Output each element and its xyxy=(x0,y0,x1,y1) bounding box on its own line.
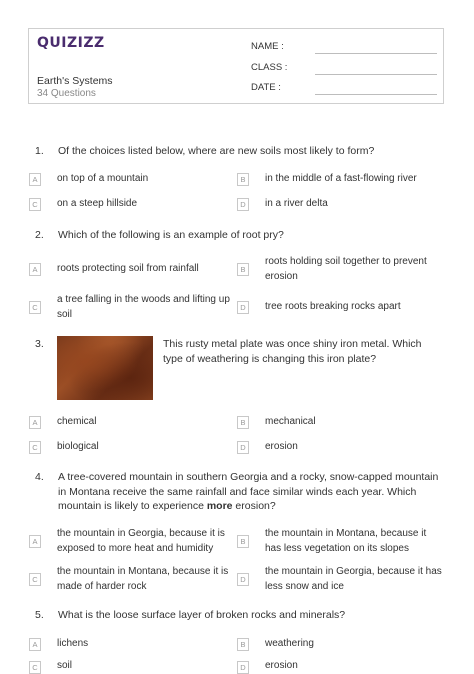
option-letter-box[interactable]: A xyxy=(29,535,41,548)
option-text: the mountain in Montana, because it has less vegetation on its slopes xyxy=(265,528,427,554)
option-letter-box[interactable]: D xyxy=(237,661,249,674)
option-letter-box[interactable]: C xyxy=(29,198,41,211)
option-letter-box[interactable]: A xyxy=(29,263,41,276)
option-letter-box[interactable]: D xyxy=(237,198,249,211)
question-number: 5. xyxy=(35,609,44,621)
option-text: the mountain in Georgia, because it has less snow and ice xyxy=(265,566,442,592)
quizizz-logo: QUIZIZZ xyxy=(37,35,105,51)
option-text: chemical xyxy=(57,416,97,427)
option-letter-box[interactable]: C xyxy=(29,441,41,454)
option-text: in a river delta xyxy=(265,198,328,209)
option-text: soil xyxy=(57,660,73,671)
option-text: biological xyxy=(57,441,99,452)
question-text: This rusty metal plate was once shiny iron metal. Which type of weathering is changing this iron plate? xyxy=(163,338,422,365)
option-letter-box[interactable]: C xyxy=(29,301,41,314)
option-text: on a steep hillside xyxy=(57,198,138,209)
option-letter-box[interactable]: D xyxy=(237,441,249,454)
option-text: lichens xyxy=(57,638,89,649)
question-count: 34 Questions xyxy=(37,88,96,99)
name-line[interactable] xyxy=(315,53,437,54)
option-text: mechanical xyxy=(265,416,316,427)
question-text-part: erosion? xyxy=(232,500,276,512)
class-label: CLASS : xyxy=(251,62,288,73)
option-letter-box[interactable]: B xyxy=(237,535,249,548)
option-letter-box[interactable]: B xyxy=(237,173,249,186)
question-emphasis: more xyxy=(206,500,233,512)
option-letter-box[interactable]: A xyxy=(29,416,41,429)
rusty-metal-plate-image xyxy=(57,336,153,400)
question-text: Of the choices listed below, where are new soils most likely to form? xyxy=(58,145,375,157)
option-letter-box[interactable]: D xyxy=(237,301,249,314)
option-letter-box[interactable]: B xyxy=(237,263,249,276)
option-text: roots holding soil together to prevent erosion xyxy=(265,256,427,282)
option-text: a tree falling in the woods and lifting up soil xyxy=(57,294,230,320)
date-line[interactable] xyxy=(315,94,437,95)
option-letter-box[interactable]: C xyxy=(29,573,41,586)
option-text: weathering xyxy=(265,638,314,649)
worksheet-header xyxy=(28,28,444,104)
option-text: erosion xyxy=(265,660,298,671)
question-number: 3. xyxy=(35,338,44,350)
option-text: roots protecting soil from rainfall xyxy=(57,263,199,274)
option-letter-box[interactable]: B xyxy=(237,638,249,651)
class-line[interactable] xyxy=(315,74,437,75)
option-text: the mountain in Montana, because it is made of harder rock xyxy=(57,566,229,592)
date-label: DATE : xyxy=(251,82,281,93)
option-letter-box[interactable]: A xyxy=(29,638,41,651)
question-number: 4. xyxy=(35,471,44,483)
question-text: What is the loose surface layer of broken rocks and minerals? xyxy=(58,609,346,621)
question-number: 2. xyxy=(35,229,44,241)
question-text: Which of the following is an example of root pry? xyxy=(58,229,284,241)
option-letter-box[interactable]: B xyxy=(237,416,249,429)
option-letter-box[interactable]: A xyxy=(29,173,41,186)
question-number: 1. xyxy=(35,145,44,157)
question-text xyxy=(58,470,440,514)
option-text: in the middle of a fast-flowing river xyxy=(265,173,417,184)
question-text-part: A tree-covered mountain in southern Georgia and a rocky, snow-capped mountain in Montana receive the same rainfall and face similar winds each year. Which mountain is likely to experience xyxy=(58,471,439,512)
worksheet-title: Earth's Systems xyxy=(37,75,113,87)
option-text: erosion xyxy=(265,441,298,452)
option-text: on top of a mountain xyxy=(57,173,149,184)
option-letter-box[interactable]: D xyxy=(237,573,249,586)
name-label: NAME : xyxy=(251,41,284,52)
option-text: the mountain in Georgia, because it is exposed to more heat and humidity xyxy=(57,528,225,554)
option-text: tree roots breaking rocks apart xyxy=(265,301,401,312)
option-letter-box[interactable]: C xyxy=(29,661,41,674)
